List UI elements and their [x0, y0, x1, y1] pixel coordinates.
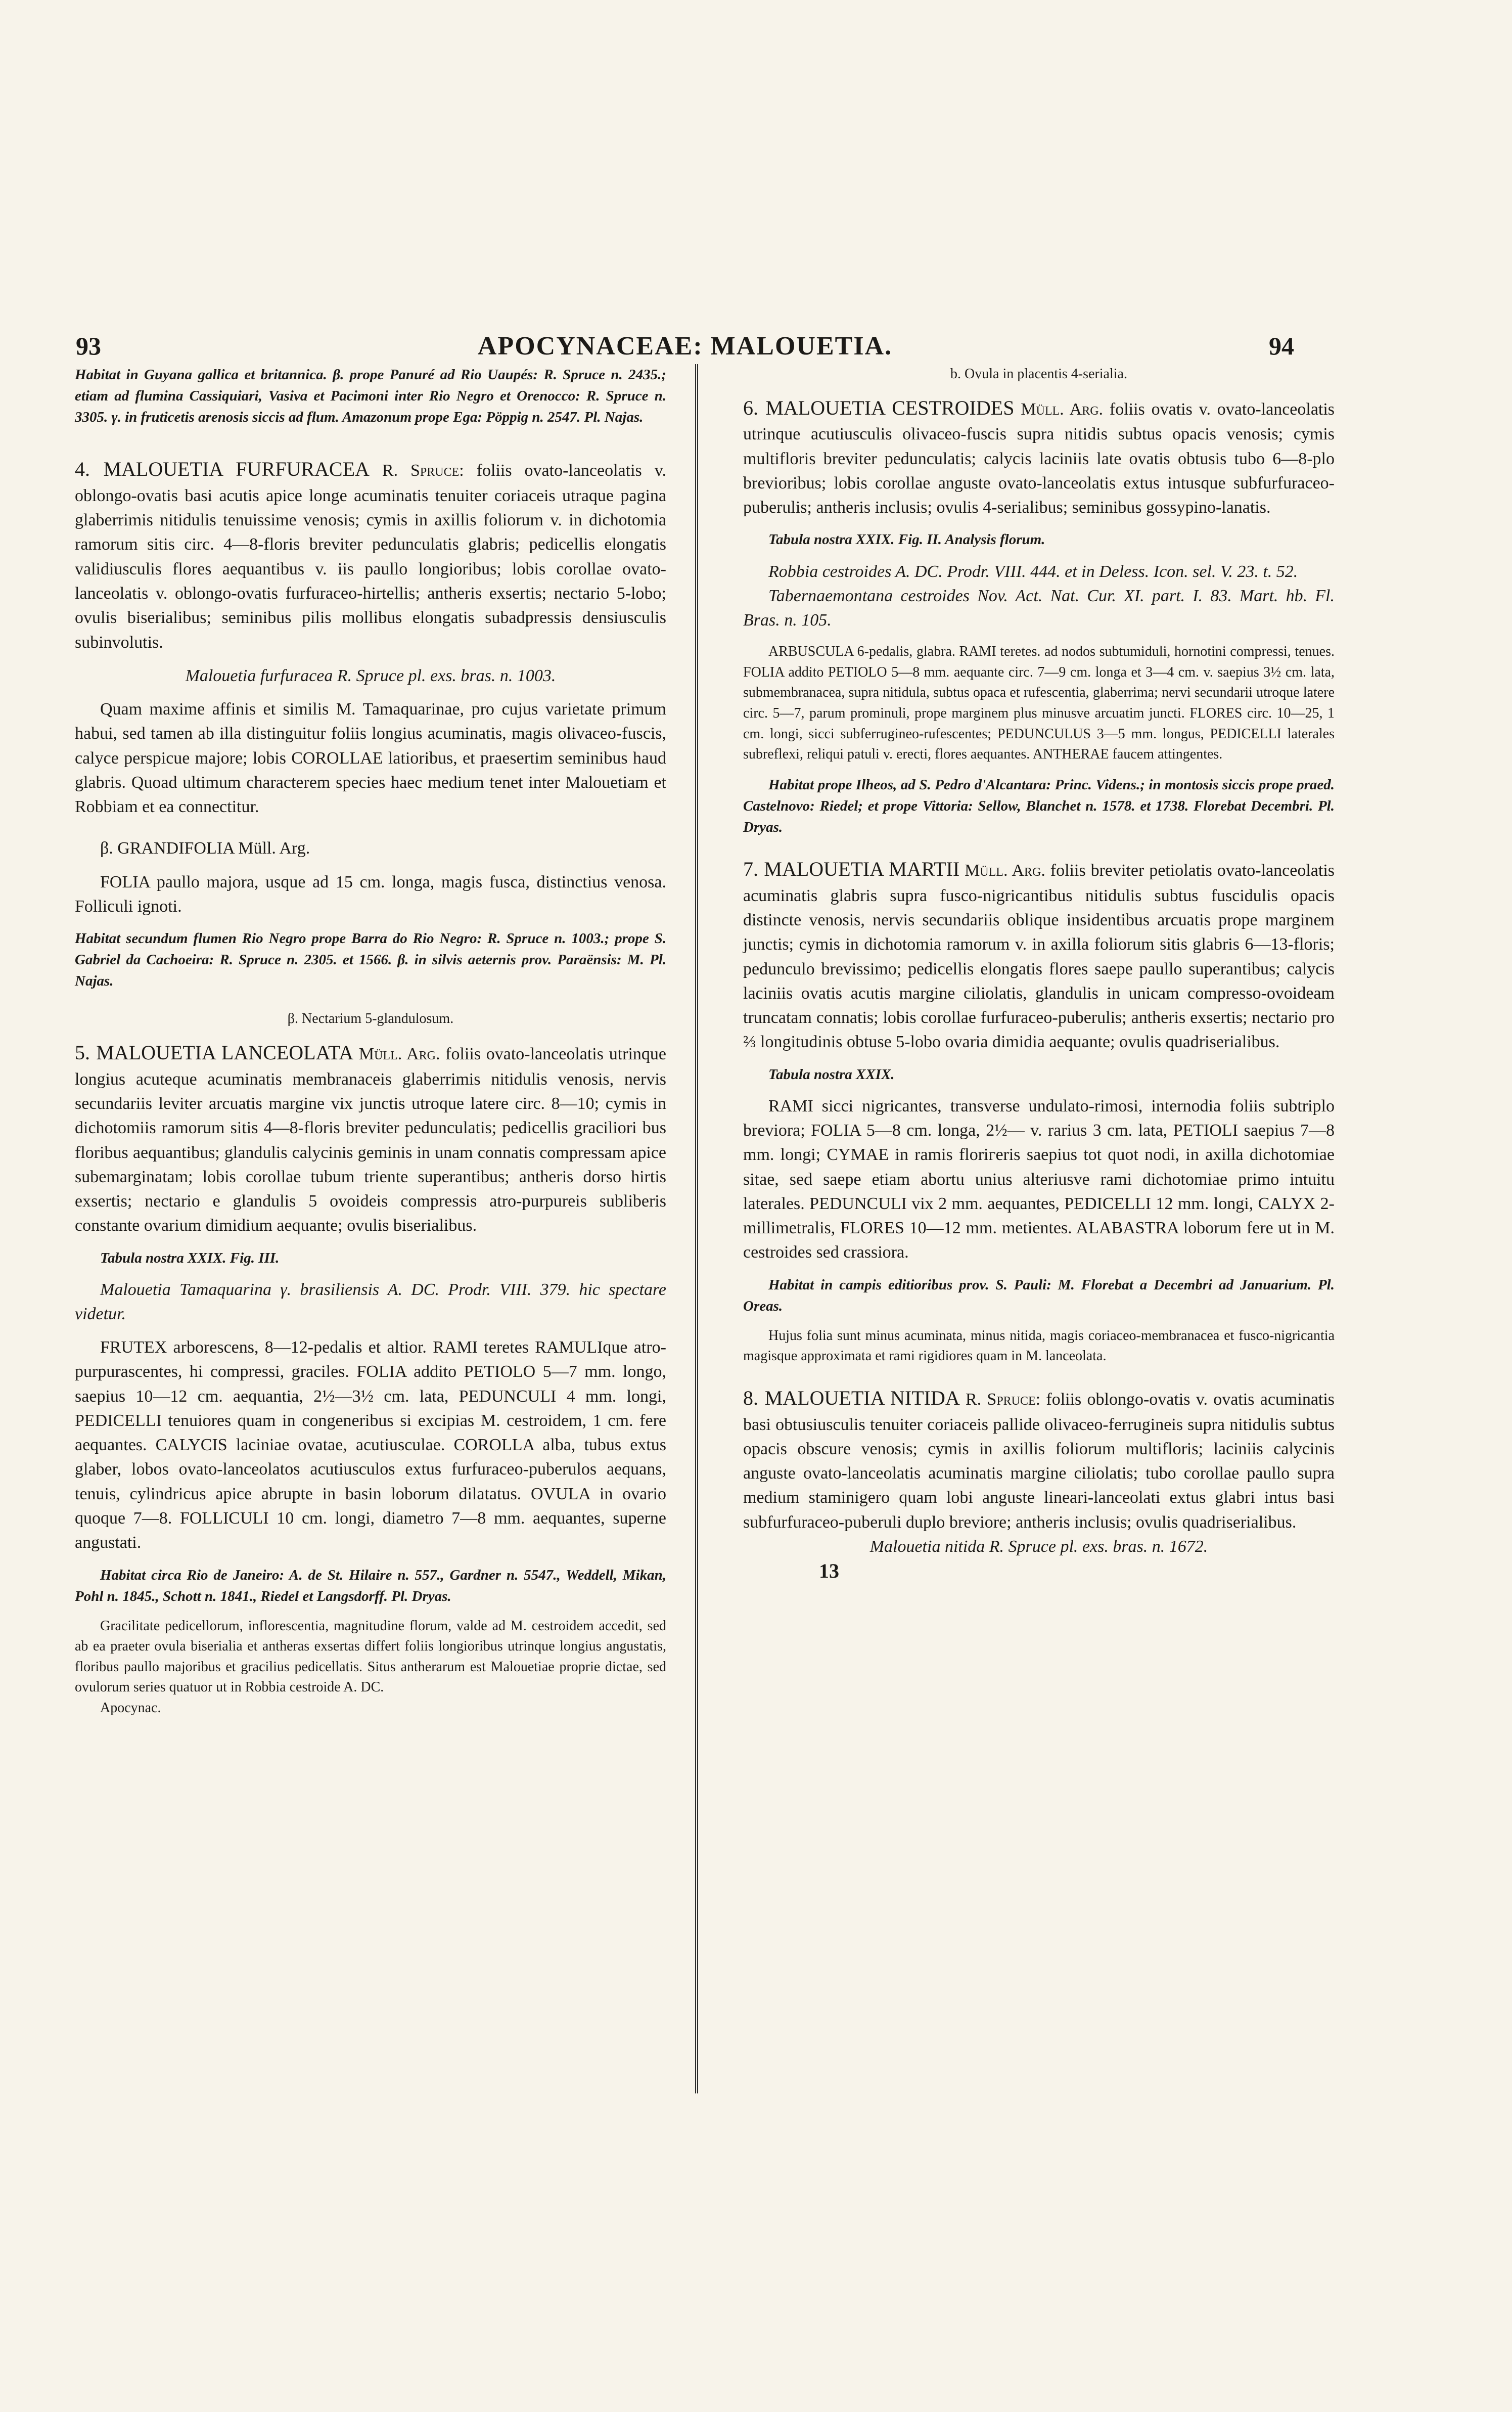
left-column — [75, 364, 666, 1719]
species-synonym: Malouetia nitida R. Spruce pl. exs. bras. n. 1672. — [869, 1537, 1208, 1556]
subsection-heading: b. Ovula in placentis 4-serialia. — [950, 366, 1127, 382]
column-divider — [695, 364, 698, 2093]
species-note: Hujus folia sunt minus acuminata, minus nitida, magis coriaceo-membranacea et fusco-nigricantia magisque approximata et rami rigidiores quam in M. lanceolata. — [743, 1327, 1335, 1364]
species-habitat: Habitat in campis editioribus prov. S. Pauli: M. Florebat a Decembri ad Januarium. Pl. Oreas. — [743, 1276, 1335, 1314]
species-note: Quam maxime affinis et similis M. Tamaquarinae, pro cujus varietate primum habui, sed tamen ab illa distinguitur foliis longius acuminatis, magis olivaceo-fuscis, calyce perspicue majore; lobis COROLLAE latioribus, et praesertim seminibus haud glabris. Quoad ultimum characterem species haec medium tenet inter Malouetiam et Robbiam et ea connectitur. — [75, 700, 666, 817]
species-description: FRUTEX arborescens, 8—12-pedalis et altior. RAMI teretes RAMULIque atro-purpurascentes, hi compressi, graciles. FOLIA addito PETIOLO 5—7 mm. longo, saepius 10—12 cm. aequantia, 2½—3½ cm. lata, PEDUNCULI 4 mm. longi, PEDICELLI tenuiores quam in congeneribus si excipias M. cestroidem, 1 cm. fere aequantes. CALYCIS laciniae ovatae, acutiusculae. COROLLA alba, tubus extus glaber, lobos ovato-lanceolatos acutiusculos extus furfuraceo-puberulos aequans, tenuis, cylindricus apice abrupte in basin loborum dilatatus. OVULA in ovario quoque 7—8. FOLLICULI 10 cm. longi, diametro 7—8 mm. aequantes, superne angustati. — [75, 1338, 666, 1552]
species-synonym: Malouetia Tamaquarina γ. brasiliensis A. DC. Prodr. VIII. 379. hic spectare videtur. — [75, 1280, 666, 1323]
left-page-number: 93 — [76, 332, 101, 360]
species-synonym: Tabernaemontana cestroides Nov. Act. Nat. Cur. XI. part. I. 83. Mart. hb. Fl. Bras. n. 105. — [743, 586, 1335, 630]
species-author: Müll. Arg. — [358, 1044, 440, 1063]
species-habitat: Habitat circa Rio de Janeiro: A. de St. Hilaire n. 557., Gardner n. 5547., Weddell, Mikan, Pohl n. 1845., Schott n. 1841., Riedel et Langsdorff. Pl. Dryas. — [75, 1567, 666, 1604]
species-entry-6 — [743, 394, 1335, 520]
species-diagnosis: foliis ovato-lanceolatis utrinque longius acuteque acuminatis membranaceis glaberrimis nitidulis venosis, nervis secundariis leviter arcuatis margine vix junctis utroque latere circ. 8—10; cymis in dichotomiis ramorum sitis 4—8-floris breviter pedunculatis; pedicellis graciliori bus floribus aequantibus; glandulis calycinis geminis in unam connatis compressam apice subemarginatam; lobis corollae tubum triente superantibus; antheris dorso hirtis exsertis; nectario e glandulis 5 ovoideis compressis atro-purpureis subliberis constante ovarium dimidium aequante; ovulis biserialibus. — [75, 1044, 666, 1235]
species-entry-8 — [743, 1384, 1335, 1535]
species-entry-5 — [75, 1039, 666, 1238]
species-description: ARBUSCULA 6-pedalis, glabra. RAMI teretes. ad nodos subtumiduli, hornotini compressi, tenues. FOLIA addito PETIOLO 5—8 mm. aequante circ. 7—9 cm. longa et 3—4 cm. v. saepius 3½ cm. lata, submembranacea, supra nitidula, subtus opaca et rufescentia, glaberrima; nervi secundarii utroque latere circ. 5—7, parum prominuli, prope marginem plus minusve arcuatim juncti. FLORES circ. 10—25, 1 cm. longi, sicci subferrugineo-rufescentes; PEDUNCULUS 3—5 mm. longus, PEDICELLI laterales subreflexi, reliqui patuli v. erecti, flores aequantes. ANTHERAE faucem attingentes. — [743, 644, 1335, 763]
plate-reference: Tabula nostra XXIX. Fig. II. Analysis florum. — [768, 531, 1045, 548]
species-author: R. Spruce: — [966, 1390, 1041, 1409]
folio-signature: 13 — [819, 1559, 839, 1583]
plate-reference: Tabula nostra XXIX. — [768, 1066, 895, 1083]
species-description: RAMI sicci nigricantes, transverse undulato-rimosi, internodia foliis subtriplo breviora; FOLIA 5—8 cm. longa, 2½— v. rarius 3 cm. lata, PETIOLI saepius 7—8 mm. longi; CYMAE in ramis floriгeris saepius tot quot nodi, in axilla dichotomiae sitae, sed saepe etiam abortu unius alteriusve rami dichotomiae primo intuitu laterales. PEDUNCULI vix 2 mm. aequantes, PEDICELLI 12 mm. longi, CALYX 2-millimetralis, FLORES 10—12 mm. metientes. ALABASTRA loborum fere ut in M. cestroides sed crassiora. — [743, 1096, 1335, 1262]
page-header — [76, 331, 1294, 362]
plate-reference: Tabula nostra XXIX. Fig. III. — [100, 1249, 280, 1266]
signature-mark: Apocynac. — [100, 1700, 161, 1716]
right-column — [743, 364, 1335, 1583]
species-diagnosis: foliis breviter petiolatis ovato-lanceolatis acuminatis glabris supra fusco-nigricantibus nitidulis subtus fuscidulis opacis distincte venosis, nervis secundariis oblique insidentibus arcuatis prope marginem junctis; cymis in dichotomia ramorum v. in axilla foliorum sitis glabris 6—13-floris; pedunculo brevissimo; pedicellis elongatis flores saepe paullo superantibus; calycis laciniis ovatis acutis margine ciliolatis, glandulis in unicam compresso-ovoideam truncatam connatis; lobis corollae furfuraceo-puberulis; antheris exsertis; nectario pro ⅔ longitudinis obtuse 5-lobo ovaria dimidia aequante; ovulis quadriserialibus. — [743, 861, 1335, 1052]
species-author: R. Spruce: — [382, 461, 464, 480]
habitat-intro: Habitat in Guyana gallica et britannica. β. prope Panuré ad Rio Uaupés: R. Spruce n. 2435.; etiam ad flumina Cassiquiari, Vasiva et Pacimoni inter Rio Negro et Orenocco: R. Spruce n. 3305. γ. in fruticetis arenosis siccis ad flum. Amazonum prope Ega: Pöppig n. 2547. Pl. Najas. — [75, 367, 666, 426]
species-synonym: Malouetia furfuracea R. Spruce pl. exs. bras. n. 1003. — [185, 666, 556, 685]
species-diagnosis: foliis oblongo-ovatis v. ovatis acuminatis basi obtusiusculis tenuiter coriaceis pallide olivaceo-ferrugineis supra nitidulis subtus opacis obscure venosis; cymis in axillis foliorum multifloris; laciniis calycinis anguste ovato-lanceolatis acuminatis margine ciliolatis; tubo corollae paullo supra medium staminigero quam lobi anguste lineari-lanceolati extus glabri intus basi subfurfuraceo-puberuli duplo breviore; antheris inclusis; ovulis quadriserialibus. — [743, 1390, 1335, 1532]
species-name: 5. MALOUETIA LANCEOLATA — [75, 1041, 354, 1064]
species-note: Gracilitate pedicellorum, inflorescentia, magnitudine florum, valde ad M. cestroidem accedit, sed ab ea praeter ovula biserialia et antheras exsertas differt foliis longioribus utrinque longius angustatis, floribus paullo majoribus et gracilius pedicellatis. Situs antherarum est Malouetiae proprie dictae, sed ovulorum series quatuor ut in Robbia cestroide A. DC. — [75, 1618, 666, 1695]
species-author: Müll. Arg. — [965, 861, 1045, 880]
variety-note: β. Nectarium 5-glandulosum. — [287, 1011, 454, 1027]
species-habitat: Habitat prope Ilheos, ad S. Pedro d'Alcantara: Princ. Videns.; in montosis siccis prope praed. Castelnovo: Riedel; et prope Vittoria: Sellow, Blanchet n. 1578. et 1738. Florebat Decembri. Pl. Dryas. — [743, 776, 1335, 835]
variety-description: FOLIA paullo majora, usque ad 15 cm. longa, magis fusca, distinctius venosa. Folliculi ignoti. — [75, 872, 666, 916]
species-name: 8. MALOUETIA NITIDA — [743, 1386, 960, 1409]
species-habitat: Habitat secundum flumen Rio Negro prope Barra do Rio Negro: R. Spruce n. 1003.; prope S. Gabriel da Cachoeira: R. Spruce n. 2305. et 1566. β. in silvis aeternis prov. Paraënsis: M. Pl. Najas. — [75, 930, 666, 990]
species-name: 7. MALOUETIA MARTII — [743, 858, 960, 880]
species-name: 6. MALOUETIA CESTROIDES — [743, 396, 1015, 419]
species-entry-4 — [75, 455, 666, 655]
species-diagnosis: foliis ovato-lanceolatis v. oblongo-ovatis basi acutis apice longe acuminatis tenuiter coriaceis utraque pagina glaberrimis nitidulis tenuissime venosis; cymis in axillis foliorum v. in dichotomia ramorum sitis circ. 4—8-floris breviter pedunculatis glabris; pedicellis elongatis validiusculis flores aequantibus v. iis paullo longioribus; lobis corollae ovato-lanceolatis v. oblongo-ovatis furfuraceo-hirtellis; antheris exsertis; nectario 5-lobo; ovulis biserialibus; seminibus pilis mollibus elongatis subadpressis densiusculis subinvolutis. — [75, 461, 667, 652]
right-page-number: 94 — [1269, 332, 1294, 360]
species-author: Müll. Arg. — [1021, 399, 1104, 419]
species-diagnosis: foliis ovatis v. ovato-lanceolatis utrinque acutiusculis olivaceo-fuscis supra nitidis subtus opacis venosis; cymis multifloris breviter pedunculatis; calycis laciniis late ovatis obtusis tubo 6—8-plo brevioribus; lobis corollae anguste ovato-lanceolatis extus intusque subfurfuraceo-puberulis; antheris inclusis; ovulis 4-serialibus; seminibus gossypino-lanatis. — [743, 399, 1335, 517]
running-title: APOCYNACEAE: MALOUETIA. — [477, 332, 893, 361]
variety-heading: β. GRANDIFOLIA Müll. Arg. — [100, 839, 310, 858]
species-entry-7 — [743, 855, 1335, 1055]
species-synonym: Robbia cestroides A. DC. Prodr. VIII. 444. et in Deless. Icon. sel. V. 23. t. 52. — [768, 562, 1298, 581]
species-name: 4. MALOUETIA FURFURACEA — [75, 458, 370, 481]
